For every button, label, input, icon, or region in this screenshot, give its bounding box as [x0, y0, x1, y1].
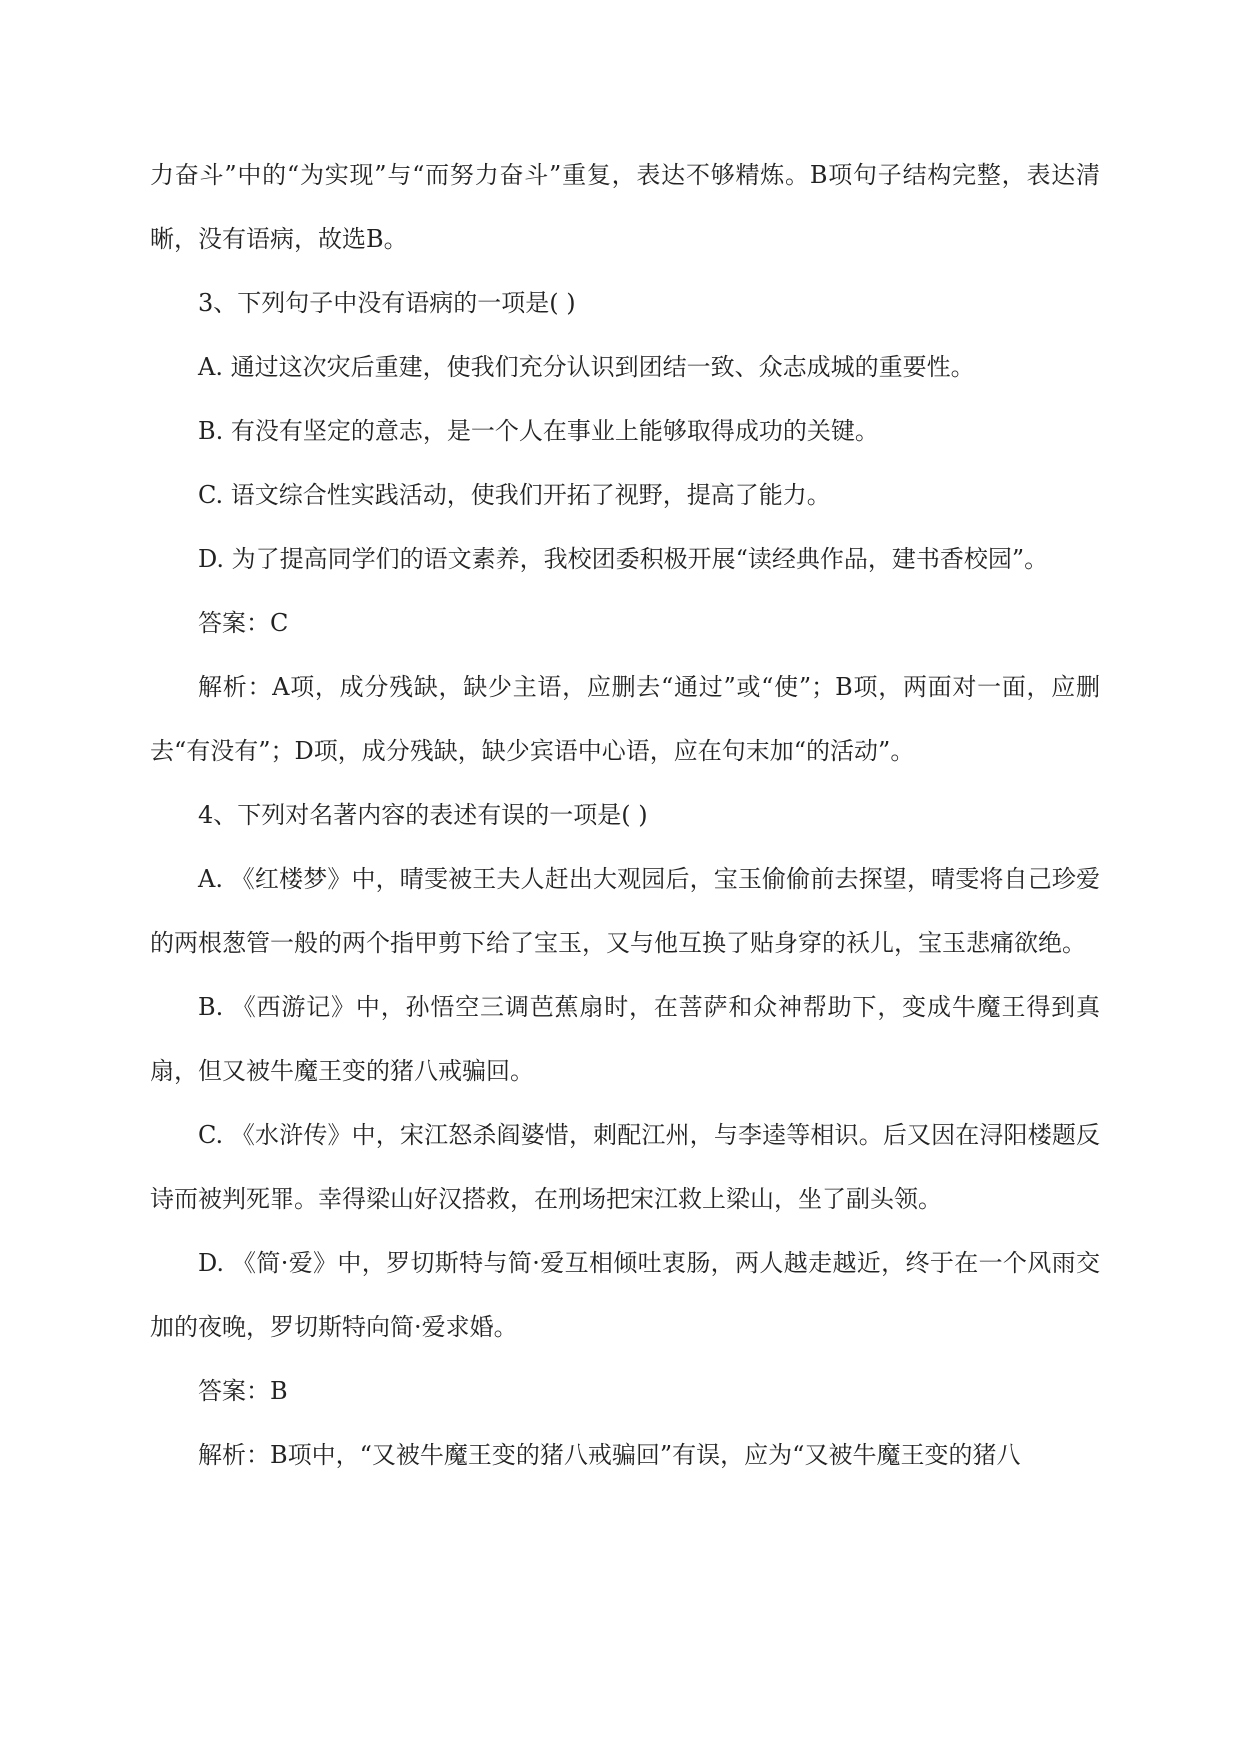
question-3-stem: 3、下列句子中没有语病的一项是( )	[198, 289, 576, 317]
question-4-stem: 4、下列对名著内容的表述有误的一项是( )	[198, 801, 648, 829]
question-4-answer: 答案：B	[198, 1377, 288, 1405]
question-3-option-d: D. 为了提高同学们的语文素养，我校团委积极开展“读经典作品，建书香校园”。	[198, 545, 1049, 573]
question-4-option-d: D. 《简·爱》中，罗切斯特与简·爱互相倾吐衷肠，两人越走越近，终于在一个风雨交加的夜晚，罗切斯特向简·爱求婚。	[150, 1249, 1100, 1341]
document-body	[150, 143, 1100, 1487]
question-4-explanation: 解析：B项中，“又被牛魔王变的猪八戒骗回”有误，应为“又被牛魔王变的猪八	[198, 1441, 1021, 1469]
question-3-option-a: A. 通过这次灾后重建，使我们充分认识到团结一致、众志成城的重要性。	[198, 353, 975, 381]
question-3-answer: 答案：C	[198, 609, 289, 637]
question-3-option-c: C. 语文综合性实践活动，使我们开拓了视野，提高了能力。	[198, 481, 831, 509]
question-4-option-c: C. 《水浒传》中，宋江怒杀阎婆惜，刺配江州，与李逵等相识。后又因在浔阳楼题反诗而被判死罪。幸得梁山好汉搭救，在刑场把宋江救上梁山，坐了副头领。	[150, 1121, 1100, 1213]
paragraph-continuation: 力奋斗”中的“为实现”与“而努力奋斗”重复，表达不够精炼。B项句子结构完整，表达清晰，没有语病，故选B。	[150, 161, 1100, 253]
question-4-option-b: B. 《西游记》中，孙悟空三调芭蕉扇时，在菩萨和众神帮助下，变成牛魔王得到真扇，但又被牛魔王变的猪八戒骗回。	[150, 993, 1100, 1085]
question-3-explanation: 解析：A项，成分残缺，缺少主语，应删去“通过”或“使”；B项，两面对一面，应删去“有没有”；D项，成分残缺，缺少宾语中心语，应在句末加“的活动”。	[150, 673, 1100, 765]
question-4-option-a: A. 《红楼梦》中，晴雯被王夫人赶出大观园后，宝玉偷偷前去探望，晴雯将自己珍爱的两根葱管一般的两个指甲剪下给了宝玉，又与他互换了贴身穿的袄儿，宝玉悲痛欲绝。	[150, 865, 1100, 957]
question-3-option-b: B. 有没有坚定的意志，是一个人在事业上能够取得成功的关键。	[198, 417, 879, 445]
